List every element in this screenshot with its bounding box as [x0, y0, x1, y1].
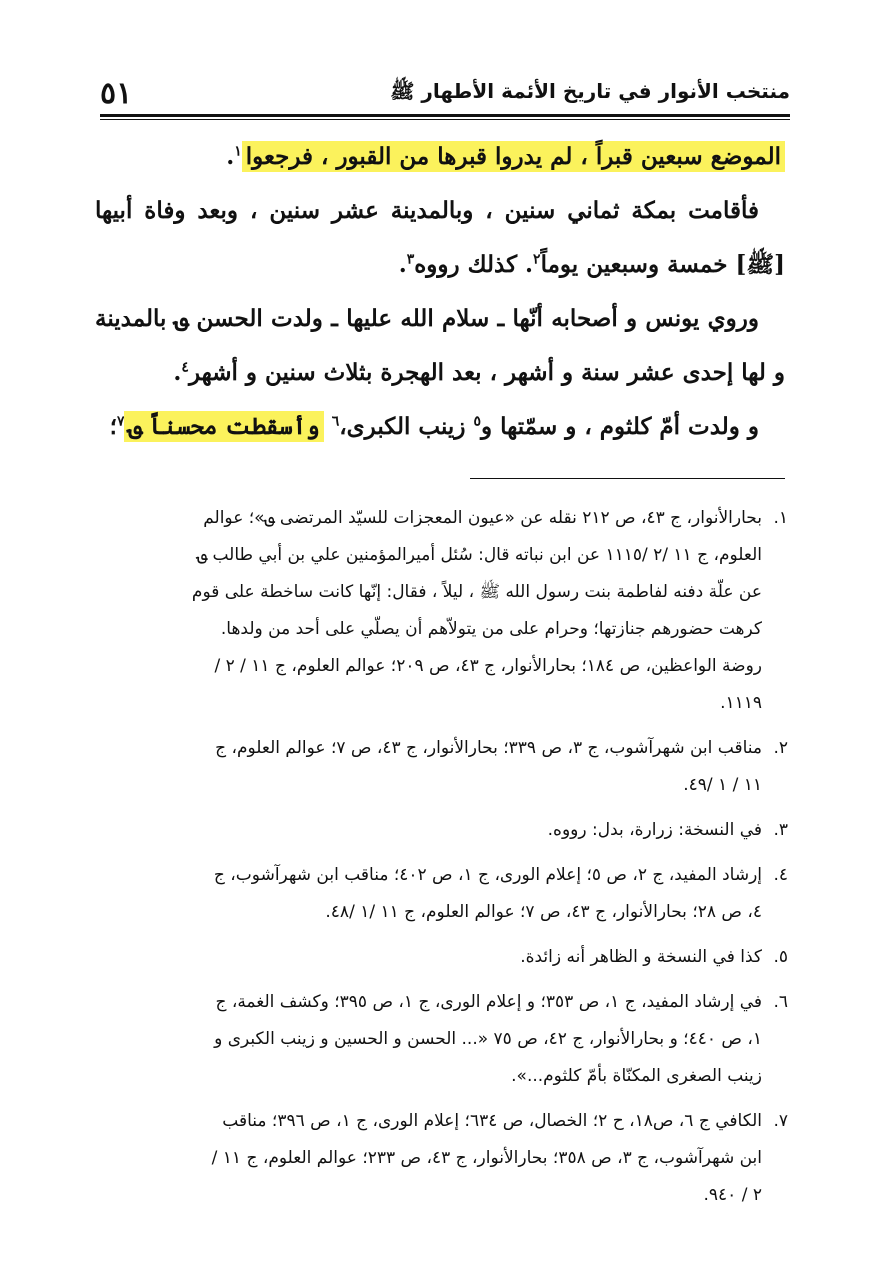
footnote-ref: ٣ — [406, 251, 415, 268]
footnote-4 — [98, 857, 788, 931]
footnote-ref: ٥ — [473, 413, 481, 430]
footnote-line: الكافي ج ٦، ص١٨، ح ٢؛ الخصال، ص ٦٣٤؛ إعلام الورى، ج ١، ص ٣٩٦؛ مناقب — [222, 1111, 762, 1131]
footnote-line: ٤، ص ٢٨؛ بحارالأنوار، ج ٤٣، ص ٧؛ عوالم العلوم، ج ١١ /١ /٤٨. — [325, 902, 762, 922]
punctuation: . — [398, 251, 407, 278]
highlighted-text: الموضع سبعين قبراً ، لم يدروا قبرها من القبور ، فرجعوا — [242, 141, 785, 172]
footnote-line: إرشاد المفيد، ج ٢، ص ٥؛ إعلام الورى، ج ١، ص ٤٠٢؛ مناقب ابن شهرآشوب، ج — [213, 865, 762, 885]
footnote-line: ٢ / ٩٤٠. — [703, 1185, 762, 1205]
page-number: ٥١ — [100, 75, 133, 111]
paragraph-3 — [95, 292, 785, 400]
footnote-number: ٦. — [773, 992, 788, 1012]
footnote-line: ابن شهرآشوب، ج ٣، ص ٣٥٨؛ بحارالأنوار، ج ٤٣، ص ٢٣٣؛ عوالم العلوم، ج ١١ / — [211, 1148, 762, 1168]
footnote-3 — [98, 812, 788, 849]
paragraph-2 — [95, 184, 785, 292]
footnote-5 — [98, 939, 788, 976]
footnote-number: ٣. — [773, 820, 788, 840]
footnote-line: زينب الصغرى المكنّاة بأمّ كلثوم...». — [511, 1066, 762, 1086]
header-divider — [100, 114, 790, 120]
footnote-1 — [98, 500, 788, 722]
footnote-line: في إرشاد المفيد، ج ١، ص ٣٥٣؛ و إعلام الورى، ج ١، ص ٣٩٥؛ وكشف الغمة، ج — [215, 992, 762, 1012]
footnote-ref: ٢ — [533, 251, 541, 268]
footnotes — [98, 500, 788, 1222]
paragraph-1 — [95, 130, 785, 184]
footnote-line: ١١١٩. — [720, 693, 762, 713]
footnote-line: بحارالأنوار، ج ٤٣، ص ٢١٢ نقله عن «عيون المعجزات للسيّد المرتضى ؈»؛ عوالم — [203, 508, 762, 528]
footnote-number: ٤. — [773, 865, 788, 885]
paragraph-text: وروي يونس و أصحابه أنّها ـ سلام الله عليها ـ ولدت الحسن ؈ بالمدينة و لها إحدى عشر سنة و أشهر ، بعد الهجرة بثلاث سنين و أشهر — [95, 305, 785, 386]
footnote-7 — [98, 1103, 788, 1214]
footnote-line: روضة الواعظين، ص ١٨٤؛ بحارالأنوار، ج ٤٣، ص ٢٠٩؛ عوالم العلوم، ج ١١ / ٢ / — [214, 656, 762, 676]
footnote-6 — [98, 984, 788, 1095]
footnote-line: عن علّة دفنه لفاطمة بنت رسول الله ﷺ ، ليلاً ، فقال: إنّها كانت ساخطة على قوم — [191, 582, 762, 602]
footnote-line: العلوم، ج ١١ /٢ /١١١٥ عن ابن نباته قال: سُئل أميرالمؤمنين علي بن أبي طالب ؈ — [197, 545, 762, 565]
footnote-line: كرهت حضورهم جنازتها؛ وحرام على من يتولاّهم أن يصلّي على أحد من ولدها. — [220, 619, 762, 639]
footnote-number: ٧. — [773, 1111, 788, 1131]
footnote-line: ١، ص ٤٤٠؛ و بحارالأنوار، ج ٤٢، ص ٧٥ «... الحسن و الحسين و زينب الكبرى و — [214, 1029, 762, 1049]
paragraph-text: فأقامت بمكة ثماني سنين ، وبالمدينة عشر سنين ، وبعد وفاة أبيها [ﷺ] خمسة وسبعين يوماً — [95, 197, 785, 278]
book-title: منتخب الأنوار في تاريخ الأئمة الأطهار ﷺ — [390, 78, 790, 103]
footnote-line: مناقب ابن شهرآشوب، ج ٣، ص ٣٣٩؛ بحارالأنوار، ج ٤٣، ص ٧؛ عوالم العلوم، ج — [215, 738, 762, 758]
punctuation: . — [173, 359, 182, 386]
footnote-number: ٢. — [773, 738, 788, 758]
footnote-line: في النسخة: زرارة، بدل: رووه. — [547, 820, 762, 840]
footnote-ref: ٦ — [331, 413, 340, 430]
paragraph-text: . كذلك رووه — [414, 251, 534, 278]
punctuation: . — [226, 143, 235, 170]
footnote-line: كذا في النسخة و الظاهر أنه زائدة. — [520, 947, 762, 967]
footnote-ref: ١ — [234, 143, 242, 160]
main-text — [95, 130, 785, 454]
footnote-number: ١. — [773, 508, 788, 528]
page-header — [100, 76, 790, 110]
footnote-number: ٥. — [773, 947, 788, 967]
paragraph-text: و ولدت أمّ كلثوم ، و سمّتها و — [480, 413, 759, 440]
footnote-2 — [98, 730, 788, 804]
footnote-line: ١١ / ١ /٤٩. — [683, 775, 762, 795]
punctuation: ؛ — [109, 413, 117, 440]
paragraph-4 — [95, 400, 785, 454]
footnote-ref: ٧ — [116, 413, 125, 430]
paragraph-text: زينب الكبرى، — [339, 413, 466, 440]
footnote-ref: ٤ — [181, 359, 189, 376]
footnote-divider — [470, 478, 785, 479]
highlighted-text: وأسقطت محسناً ؈ — [124, 411, 323, 442]
